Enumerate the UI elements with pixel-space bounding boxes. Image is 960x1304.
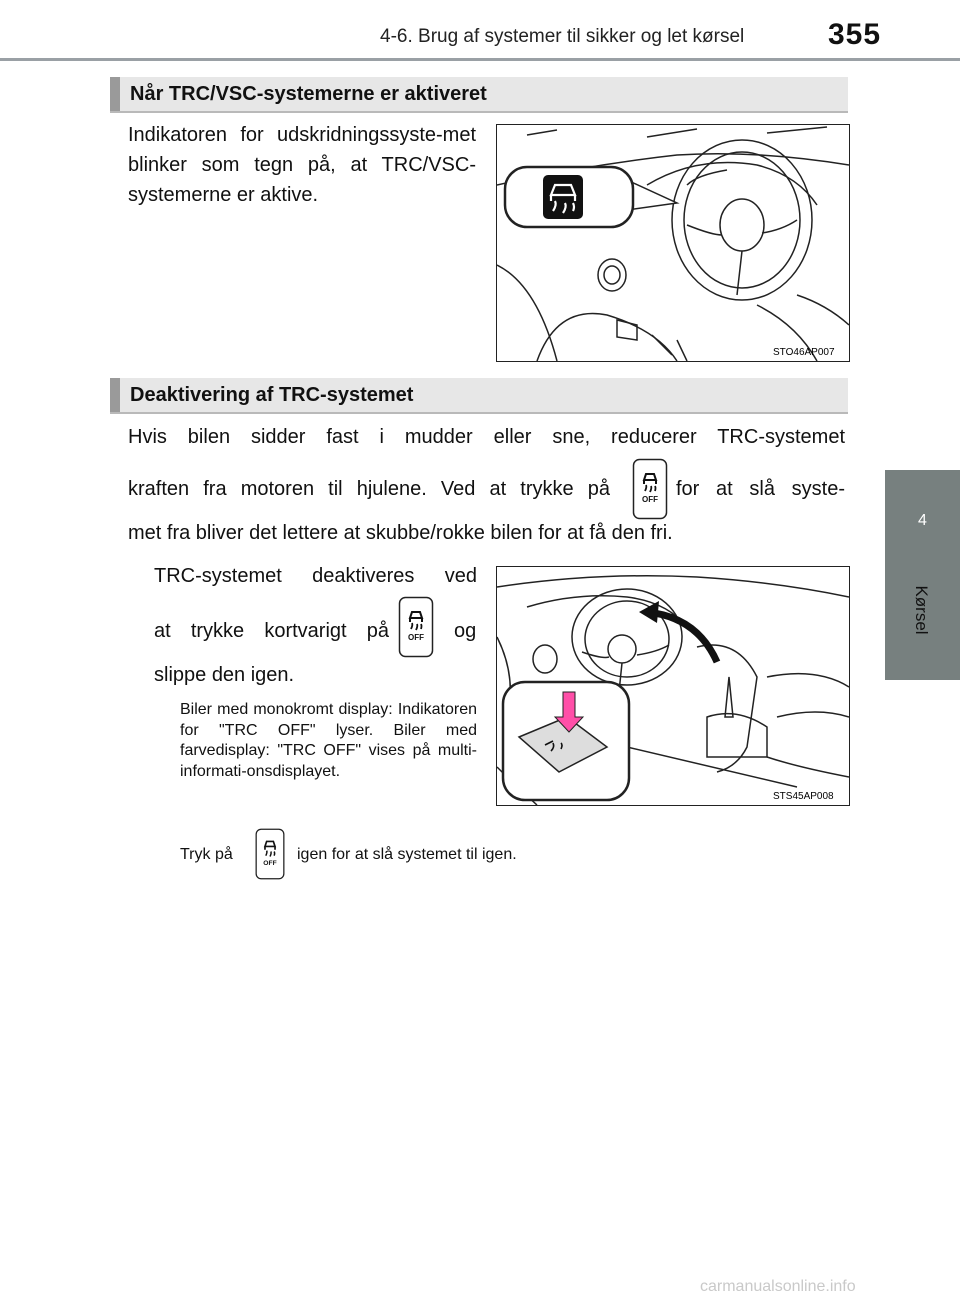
figure1-code: STO46AP007 — [773, 347, 835, 358]
trc-off-button-icon — [253, 828, 287, 885]
section2-line-2a: kraften fra motoren til hjulene. Ved at trykke på — [128, 478, 610, 500]
step-line-a: TRC-systemet deaktiveres ved — [154, 565, 477, 587]
reactivate-note-b: igen for at slå systemet til igen. — [297, 846, 517, 863]
header-rule — [0, 58, 960, 61]
trc-off-button-icon — [632, 458, 668, 525]
dashboard-drawing — [497, 125, 849, 361]
button-off-text: OFF — [642, 495, 658, 504]
watermark: carmanualsonline.info — [700, 1278, 856, 1295]
console-illustration — [496, 566, 850, 806]
step-line-b: at trykke kortvarigt på — [154, 620, 389, 642]
button-off-text: OFF — [263, 859, 277, 867]
chapter-label-text: Kørsel — [912, 585, 931, 635]
dashboard-illustration — [496, 124, 850, 362]
step-line-c: og — [454, 620, 477, 642]
step-line-d: slippe den igen. — [154, 664, 295, 686]
section1-paragraph: Indikatoren for udskridningssyste-met blinker som tegn på, at TRC/VSC-systemerne er aktive. — [128, 124, 476, 206]
reactivate-note-a: Tryk på — [180, 846, 233, 863]
section2-line-2b: for at slå syste- — [676, 478, 845, 500]
figure2-code: STS45AP008 — [773, 791, 834, 802]
section-heading-text: Deaktivering af TRC-systemet — [130, 384, 414, 406]
section-heading-text: Når TRC/VSC-systemerne er aktiveret — [130, 83, 487, 105]
chapter-number: 4 — [918, 512, 927, 529]
section-heading-bar — [110, 77, 120, 111]
section2-line-3: met fra bliver det lettere at skubbe/rokke bilen for at få den fri. — [128, 522, 673, 544]
running-header: 4-6. Brug af systemer til sikker og let kørsel — [380, 26, 745, 47]
display-note: Biler med monokromt display: Indikatoren for "TRC OFF" lyser. Biler med farvedisplay: "TRC OFF" vises på multi-informati-onsdisplayet. — [180, 701, 477, 780]
console-drawing — [497, 567, 849, 805]
section2-line-1: Hvis bilen sidder fast i mudder eller sne, reducerer TRC-systemet — [128, 426, 845, 448]
section-heading-trc-vsc-active — [110, 77, 848, 113]
section-heading-bar — [110, 378, 120, 412]
section-heading-trc-deactivation — [110, 378, 848, 414]
trc-off-button-icon — [398, 596, 434, 663]
chapter-label — [876, 565, 960, 655]
page-number: 355 — [828, 18, 882, 51]
button-off-text: OFF — [408, 633, 424, 642]
